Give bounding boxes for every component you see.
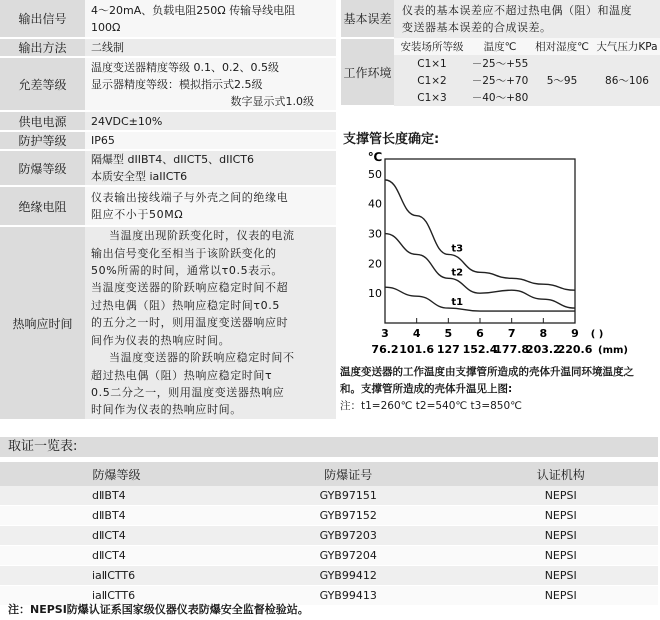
basic-error-label: 基本误差 [341,0,394,38]
env-humidity: 5～95 [546,75,578,87]
output-method-value: 二线制 [85,38,336,57]
series-label-t3: t3 [451,243,464,255]
table-row: dⅡBT4 GYB97152 NEPSI [0,506,658,526]
thermal-response-value: 当温度出现阶跃变化时，仪表的电流 输出信号变化至相当于该阶跃变化的 50%所需的时间，通常以τ0.5表示。 当温度变送器的阶跃响应稳定时间不超 过热电偶（阻）热响应稳定时间τ0.5 的五分之一时，则用温度变送器响应时 间作为仪表的热响应时间。 当温度变送器的阶跃响应稳定时间不 超过热电偶（阻）热响应稳定时间τ 0.5二分之一，则用温度变送器热响应 时间作为仪表的热响应时间。 [85,226,336,420]
y-tick-label: 50 [368,167,382,181]
chart-note: 温度变送器的工作温度由支撑管所造成的壳体升温同环境温度之 和。支撑管所造成的壳体升温见上图: 注：t1=260℃ t2=540℃ t3=850℃ [340,366,634,412]
mm-tick-label: 127 [436,343,460,356]
y-tick-label: 30 [368,227,382,241]
env-header-humidity: 相对湿度℃ [535,41,589,53]
table-row: dⅡBT4 GYB97151 NEPSI [0,486,658,506]
tolerance-label: 允差等级 [0,57,85,111]
mm-tick-label: 177.8 [494,343,530,356]
series-line-t2 [385,234,575,309]
mm-tick-label: 101.6 [399,343,435,356]
output-signal-label: 输出信号 [0,0,85,38]
chart-title: 支撑管长度确定: [343,132,440,147]
series-label-t2: t2 [451,267,464,279]
insulation-value: 仪表输出接线端子与外壳之间的绝缘电 阻应不小于50MΩ [85,186,336,226]
basic-error-value: 仪表的基本误差应不超过热电偶（阻）和温度 变送器基本误差的合成误差。 [394,0,660,38]
spec-table [0,0,336,421]
env-temp: －25～+70 [471,75,529,87]
env-header-class: 安装场所等级 [400,41,464,53]
env-temp: －40～+80 [471,92,529,104]
env-class: C1×3 [417,91,447,104]
x-tick-label: 6 [476,327,484,340]
footnote: 注：NEPSI防爆认证系国家级仪器仪表防爆安全监督检验站。 [8,603,309,616]
y-tick-label: 20 [368,257,382,271]
environment-grid [394,38,660,106]
environment-label: 工作环境 [341,38,394,106]
cert-header-authority: 认证机构 [463,462,658,486]
x-tick-label: 3 [381,327,389,340]
table-row: dⅡCT4 GYB97203 NEPSI [0,526,658,546]
x-tick-label: 4 [412,327,421,340]
protection-label: 防护等级 [0,131,85,150]
protection-value: IP65 [85,131,336,150]
series-line-t3 [385,180,575,290]
power-value: 24VDC±10% [85,111,336,131]
output-method-label: 输出方法 [0,38,85,57]
env-header-temp: 温度℃ [483,41,517,53]
series-label-t1: t1 [451,297,464,309]
cert-section-title: 取证一览表: [0,437,658,457]
explosion-label: 防爆等级 [0,150,85,186]
cert-table [0,462,658,606]
mm-tick-label: 203.2 [525,343,561,356]
table-row: dⅡCT4 GYB97204 NEPSI [0,546,658,566]
y-tick-label: 40 [368,197,382,211]
y-unit-label: ℃ [367,150,383,164]
x-unit-label: ( ) [590,329,604,340]
x-tick-label: 5 [444,327,453,340]
env-class: C1×1 [417,57,447,70]
table-row: iaⅡCTT6 GYB99413 NEPSI [0,586,658,606]
mm-unit-label: (mm) [598,345,628,356]
environment-table [341,0,660,107]
support-tube-chart [340,145,660,360]
x-tick-label: 9 [571,327,579,340]
thermal-response-label: 热响应时间 [0,226,85,420]
env-header-pressure: 大气压力KPa [596,41,658,53]
y-tick-label: 10 [368,287,382,301]
table-row: iaⅡCTT6 GYB99412 NEPSI [0,566,658,586]
cert-header-grade: 防爆等级 [0,462,233,486]
env-class: C1×2 [417,74,447,87]
env-pressure: 86～106 [605,75,649,87]
cert-header-number: 防爆证号 [233,462,463,486]
x-tick-label: 8 [539,327,548,340]
explosion-value: 隔爆型 dIIBT4、dIICT5、dIICT6 本质安全型 iaIICT6 [85,150,336,186]
insulation-label: 绝缘电阻 [0,186,85,226]
tolerance-value: 温度变送器精度等级 0.1、0.2、0.5级 显示器精度等级：模拟指示式2.5级 数字显示式1.0级 [85,57,336,111]
env-temp: －25～+55 [471,58,529,70]
plot-frame [385,159,575,323]
mm-tick-label: 220.6 [557,343,593,356]
power-label: 供电电源 [0,111,85,131]
output-signal-value: 4～20mA、负载电阻250Ω 传输导线电阻 100Ω [85,0,336,38]
x-tick-label: 7 [507,327,516,340]
mm-tick-label: 152.4 [462,343,498,356]
mm-tick-label: 76.2 [371,343,399,356]
